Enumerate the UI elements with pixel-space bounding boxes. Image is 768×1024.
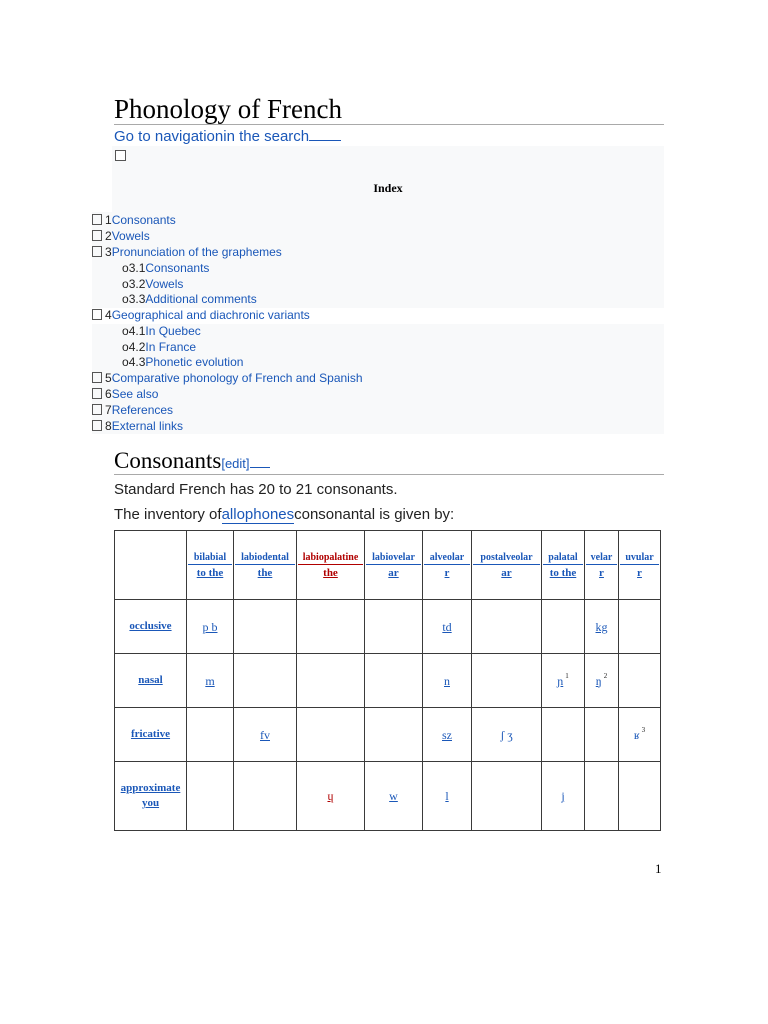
phoneme-link[interactable]: w [389, 789, 398, 803]
phoneme-link[interactable]: p b [202, 619, 218, 634]
table-row [115, 762, 661, 831]
toc-item-link[interactable]: See also [111, 387, 159, 401]
paragraph-text: consonantal is given by: [294, 506, 455, 523]
table-row [115, 600, 661, 654]
phoneme-cell [187, 762, 234, 831]
phoneme-cell [619, 762, 661, 831]
phoneme-cell [423, 600, 472, 654]
phoneme-cell [365, 654, 423, 708]
toc-sub-bullet-icon: o [122, 292, 129, 306]
toc-bullet-icon [92, 309, 102, 320]
phoneme-link[interactable]: j [561, 789, 565, 803]
toc-item-link[interactable]: External links [111, 419, 184, 433]
edit-link-text[interactable]: [edit] [221, 456, 250, 471]
phoneme-cell [297, 654, 365, 708]
toc-item[interactable] [122, 292, 257, 307]
column-header-sublabel[interactable]: ar [388, 566, 399, 579]
title-divider [114, 124, 664, 125]
toc-bullet-icon [92, 214, 102, 225]
toc-item-number: 3.3 [128, 292, 146, 306]
phoneme-cell [585, 654, 619, 708]
toc-item-number: 3.1 [128, 261, 146, 275]
column-header-label[interactable]: labiovelar [366, 552, 421, 565]
toc-item[interactable] [122, 355, 243, 370]
column-header[interactable] [297, 531, 365, 600]
toc-item-number: 8 [105, 419, 112, 433]
toc-item-number: 6 [105, 387, 112, 401]
toc-bullet-icon [92, 420, 102, 431]
toc-bullet-icon [92, 388, 102, 399]
column-header-label[interactable]: postalveolar [473, 552, 540, 565]
paragraph-text: The inventory of [114, 506, 222, 523]
phoneme-link[interactable]: td [442, 619, 452, 634]
column-header-sublabel[interactable]: to the [549, 566, 577, 579]
toc-bullet-icon [92, 230, 102, 241]
section-heading-text: Consonants [114, 448, 222, 473]
toc-item[interactable] [92, 229, 150, 244]
column-header[interactable] [423, 531, 472, 600]
toc-item-link[interactable]: References [111, 403, 174, 417]
toc-item-link[interactable]: Phonetic evolution [145, 355, 244, 369]
toc-item[interactable] [92, 387, 158, 402]
phoneme-link[interactable]: n [444, 673, 450, 688]
toc-item-link[interactable]: Additional comments [145, 292, 257, 306]
table-corner-cell [115, 531, 187, 600]
footnote-marker[interactable]: 1 [565, 672, 569, 681]
phoneme-cell [187, 600, 234, 654]
toc-item-number: 3.2 [128, 277, 146, 291]
column-header-sublabel[interactable]: r [444, 566, 450, 579]
table-header-row [115, 531, 661, 600]
toc-item-link[interactable]: Vowels [111, 229, 150, 243]
phoneme-cell [542, 654, 585, 708]
toc-item-link[interactable]: Consonants [145, 261, 210, 275]
footnote-marker[interactable]: 3 [641, 726, 646, 735]
phoneme-cell [585, 708, 619, 762]
toc-item-number: 2 [105, 229, 112, 243]
phoneme-cell [472, 600, 542, 654]
navigation-link[interactable] [114, 128, 341, 146]
allophones-link[interactable]: allophones [221, 506, 295, 523]
toc-item[interactable] [122, 324, 201, 339]
toc-toggle-checkbox[interactable] [115, 150, 126, 161]
paragraph: Standard French has 20 to 21 consonants. [114, 481, 398, 498]
phoneme-cell [542, 708, 585, 762]
toc-item-link[interactable]: Consonants [111, 213, 176, 227]
phoneme-link[interactable]: ʃ ʒ [500, 727, 513, 742]
column-header-sublabel[interactable]: the [257, 566, 273, 579]
toc-header-box [112, 146, 664, 212]
toc-item[interactable] [92, 371, 363, 386]
toc-sub-bullet-icon: o [122, 355, 129, 369]
column-header-label[interactable]: velar [586, 552, 617, 565]
toc-item[interactable] [122, 261, 209, 276]
toc-item[interactable] [92, 308, 310, 323]
phoneme-cell [187, 708, 234, 762]
column-header-label[interactable]: uvular [620, 552, 659, 565]
column-header[interactable] [542, 531, 585, 600]
edit-link[interactable] [221, 456, 269, 471]
phoneme-cell [542, 762, 585, 831]
phoneme-link[interactable]: ŋ [595, 673, 602, 688]
phoneme-cell [585, 762, 619, 831]
toc-item[interactable] [92, 213, 176, 228]
phoneme-cell [234, 600, 297, 654]
toc-item-link[interactable]: Vowels [145, 277, 184, 291]
phoneme-cell [423, 654, 472, 708]
phoneme-link[interactable]: ɲ [557, 673, 564, 688]
column-header[interactable] [472, 531, 542, 600]
toc-item-number: 5 [105, 371, 112, 385]
phoneme-cell [472, 708, 542, 762]
phoneme-cell [585, 600, 619, 654]
phoneme-cell [234, 708, 297, 762]
column-header[interactable] [585, 531, 619, 600]
toc-item[interactable] [122, 277, 183, 292]
column-header[interactable] [619, 531, 661, 600]
phoneme-cell [619, 708, 661, 762]
toc-item-link[interactable]: In France [145, 340, 197, 354]
phoneme-cell [297, 708, 365, 762]
navigation-link-text[interactable]: Go to navigationin the search [114, 128, 310, 145]
phoneme-cell [423, 708, 472, 762]
footnote-marker[interactable]: 2 [603, 672, 608, 681]
toc-sub-bullet-icon: o [122, 261, 129, 275]
toc-item[interactable] [92, 403, 173, 418]
phoneme-cell [542, 600, 585, 654]
column-header-label[interactable]: palatal [543, 552, 583, 565]
toc-item-number: 7 [105, 403, 112, 417]
page-title: Phonology of French [114, 94, 342, 124]
phoneme-cell [365, 762, 423, 831]
column-header-sublabel[interactable]: the [323, 566, 338, 579]
phoneme-link[interactable]: fv [260, 727, 270, 742]
column-header[interactable] [234, 531, 297, 600]
phoneme-cell [187, 654, 234, 708]
column-header-label[interactable]: alveolar [424, 552, 470, 565]
toc-item-link[interactable]: Geographical and diachronic variants [111, 308, 310, 322]
column-header-sublabel[interactable]: to the [196, 566, 224, 579]
phoneme-link[interactable]: ɥ [327, 789, 334, 803]
toc-bullet-icon [92, 246, 102, 257]
toc-item-number: 4.2 [128, 340, 146, 354]
phoneme-link[interactable]: m [205, 673, 215, 688]
phoneme-cell [472, 762, 542, 831]
toc-bullet-icon [92, 404, 102, 415]
toc-sub-bullet-icon: o [122, 277, 129, 291]
toc-item[interactable] [122, 340, 196, 355]
column-header-label[interactable]: labiopalatine [298, 552, 363, 565]
phoneme-cell [365, 708, 423, 762]
toc-item-link[interactable]: Comparative phonology of French and Spanish [111, 371, 363, 385]
column-header-label[interactable]: labiodental [235, 552, 295, 565]
phoneme-link[interactable]: kg [595, 619, 608, 634]
section-divider [114, 474, 664, 475]
phoneme-cell [297, 600, 365, 654]
toc-bullet-icon [92, 372, 102, 383]
phoneme-cell [619, 600, 661, 654]
column-header[interactable] [187, 531, 234, 600]
toc-sub-bullet-icon: o [122, 340, 129, 354]
phoneme-cell [234, 654, 297, 708]
paragraph [114, 506, 454, 524]
phoneme-link[interactable]: ʁ [633, 727, 640, 742]
row-header[interactable]: fricative [115, 708, 187, 762]
phoneme-cell [365, 600, 423, 654]
column-header-sublabel[interactable]: ar [501, 566, 512, 579]
phoneme-cell [423, 762, 472, 831]
toc-item-number: 3 [105, 245, 112, 259]
column-header-sublabel[interactable]: r [599, 566, 604, 579]
toc-item-link[interactable]: In Quebec [145, 324, 201, 338]
toc-item[interactable] [92, 245, 282, 260]
toc-item-link[interactable]: Pronunciation of the graphemes [111, 245, 282, 259]
toc-item[interactable] [92, 419, 183, 434]
row-header[interactable]: nasal [115, 654, 187, 708]
phoneme-cell [234, 762, 297, 831]
column-header[interactable] [365, 531, 423, 600]
table-row [115, 654, 661, 708]
toc-heading: Index [373, 181, 403, 195]
column-header-label[interactable]: bilabial [188, 552, 232, 565]
phoneme-link[interactable]: sz [442, 727, 452, 742]
row-header[interactable]: approximate you [115, 762, 187, 831]
toc-item-number: 4.1 [128, 324, 146, 338]
table-row [115, 708, 661, 762]
row-header[interactable]: occlusive [115, 600, 187, 654]
phoneme-cell [472, 654, 542, 708]
page-number: 1 [655, 861, 662, 876]
consonant-table [114, 530, 661, 831]
toc-item-number: 1 [105, 213, 112, 227]
toc-item-number: 4.3 [128, 355, 146, 369]
toc-item-number: 4 [105, 308, 112, 322]
phoneme-cell [619, 654, 661, 708]
phoneme-cell [297, 762, 365, 831]
column-header-sublabel[interactable]: r [637, 566, 642, 579]
toc-sub-bullet-icon: o [122, 324, 129, 338]
phoneme-link[interactable]: l [445, 789, 449, 803]
